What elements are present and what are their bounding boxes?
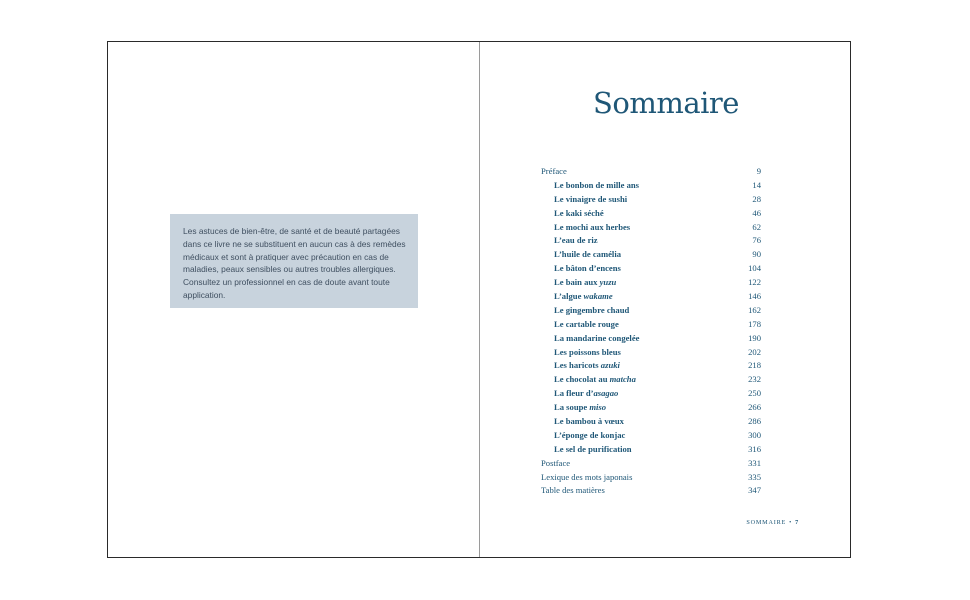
toc-entry-title: La mandarine congelée [554,332,640,343]
toc-entry-page-number: 104 [748,263,761,274]
toc-entry-label [541,373,636,387]
toc-entry [541,262,761,276]
toc-entry-page-number: 46 [752,207,761,218]
toc-entry-title: Postface [541,457,571,468]
health-disclaimer-box [170,214,418,308]
toc-entry-page-number: 76 [752,235,761,246]
toc-entry-title: L’huile de camélia [554,249,621,260]
toc-entry-label [541,304,629,318]
toc-entry-label [541,290,613,304]
toc-entry-label [541,221,630,235]
toc-entry-page-number: 9 [756,166,761,176]
toc-entry-label [541,471,632,485]
toc-entry-title: Le gingembre chaud [554,304,630,315]
toc-entry-title: Le cartable rouge [554,318,619,329]
toc-entry-label [541,318,619,332]
toc-entry [541,290,761,304]
toc-entry-page-number: 316 [748,443,761,454]
toc-entry-page-number: 286 [748,416,761,427]
running-footer [746,519,799,526]
toc-entry [541,429,761,443]
toc-entry-label [541,207,604,221]
toc-entry-label [541,346,621,360]
toc-entry-page-number: 162 [748,304,761,315]
toc-entry-title-italic: azuki [600,360,620,371]
toc-entry-title: Le bambou à vœux [554,416,624,427]
toc-entry-page-number: 90 [752,249,761,260]
right-page [480,42,852,557]
toc-entry-page-number: 28 [752,193,761,204]
left-page [108,42,480,557]
toc-entry [541,179,761,193]
toc-entry [541,359,761,373]
toc-entry-title: Les poissons bleus [554,346,621,357]
toc-entry-label [541,248,621,262]
toc-entry-page-number: 62 [752,221,761,232]
toc-entry-page-number: 190 [748,332,761,343]
toc-entry-page-number: 335 [748,471,761,482]
toc-entry-label [541,415,624,429]
toc-entry [541,484,761,498]
health-disclaimer-text: Les astuces de bien-être, de santé et de beauté partagées dans ce livre ne se substituent en aucun cas à des remèdes médicaux et sont à pratiquer avec précaution en cas de maladies, peaux sensibles ou autres troubles allergiques. Consultez un professionnel en cas de doute avant toute application. [183,226,406,300]
toc-entry-label [541,443,632,457]
toc-entry-title: L’eau de riz [554,235,598,246]
toc-entry-label [541,401,606,415]
toc-entry-label [541,457,570,471]
page-number: 7 [795,519,799,526]
toc-entry [541,373,761,387]
toc-entry-title-italic: yuzu [599,277,617,288]
toc-entry [541,165,761,179]
toc-entry [541,471,761,485]
toc-entry-page-number: 202 [748,346,761,357]
toc-entry [541,234,761,248]
table-of-contents [541,165,761,498]
toc-entry [541,332,761,346]
toc-entry-title: Préface [541,166,567,176]
toc-entry [541,248,761,262]
toc-entry-title-italic: matcha [609,374,636,385]
toc-entry-title: Le bâton d’encens [554,263,621,274]
toc-entry-label [541,193,627,207]
toc-entry-label [541,429,625,443]
toc-entry-title: Table des matières [541,485,605,496]
toc-entry [541,304,761,318]
toc-entry-title: Le kaki séché [554,207,604,218]
footer-section-label: SOMMAIRE [746,519,787,526]
footer-bullet: • [789,519,793,526]
toc-entry-label [541,234,598,248]
toc-entry-page-number: 331 [748,457,761,468]
toc-entry [541,457,761,471]
book-spread [107,41,851,558]
toc-entry-title: La soupe [554,402,590,413]
toc-entry-label [541,262,621,276]
toc-entry-title: Lexique des mots japonais [541,471,633,482]
toc-entry-label [541,387,618,401]
toc-entry-page-number: 14 [752,179,761,190]
toc-entry-label [541,165,567,179]
toc-entry-title: L’algue [554,291,584,302]
toc-entry [541,193,761,207]
toc-entry-page-number: 250 [748,388,761,399]
toc-entry [541,346,761,360]
toc-entry-title-italic: asagao [593,388,619,399]
toc-entry-title: Le bonbon de mille ans [554,179,640,190]
toc-entry-title: Le sel de purification [554,443,632,454]
toc-entry-title-italic: miso [589,402,607,413]
toc-entry-label [541,332,639,346]
toc-entry-title: L’éponge de konjac [554,429,626,440]
toc-entry [541,207,761,221]
toc-entry-page-number: 232 [748,374,761,385]
toc-entry-label [541,179,639,193]
toc-entry-title: La fleur d’ [554,388,594,399]
toc-entry-label [541,276,616,290]
toc-entry-page-number: 122 [748,277,761,288]
toc-entry [541,318,761,332]
toc-entry [541,415,761,429]
toc-entry-page-number: 347 [748,485,761,496]
toc-entry-page-number: 266 [748,402,761,413]
toc-entry-page-number: 146 [748,291,761,302]
toc-entry-title: Le mochi aux herbes [554,221,631,232]
toc-entry-label [541,484,605,498]
toc-entry-title: Le bain aux [554,277,600,288]
toc-entry-label [541,359,620,373]
toc-entry-title: Le vinaigre de sushi [554,193,628,204]
toc-entry [541,221,761,235]
toc-entry-title: Les haricots [554,360,601,371]
page-title: Sommaire [593,86,739,120]
toc-entry-page-number: 218 [748,360,761,371]
toc-entry-title: Le chocolat au [554,374,610,385]
toc-entry [541,276,761,290]
toc-entry [541,401,761,415]
toc-entry [541,387,761,401]
toc-entry-page-number: 178 [748,318,761,329]
toc-entry-title-italic: wakame [583,291,613,302]
toc-entry [541,443,761,457]
toc-entry-page-number: 300 [748,429,761,440]
